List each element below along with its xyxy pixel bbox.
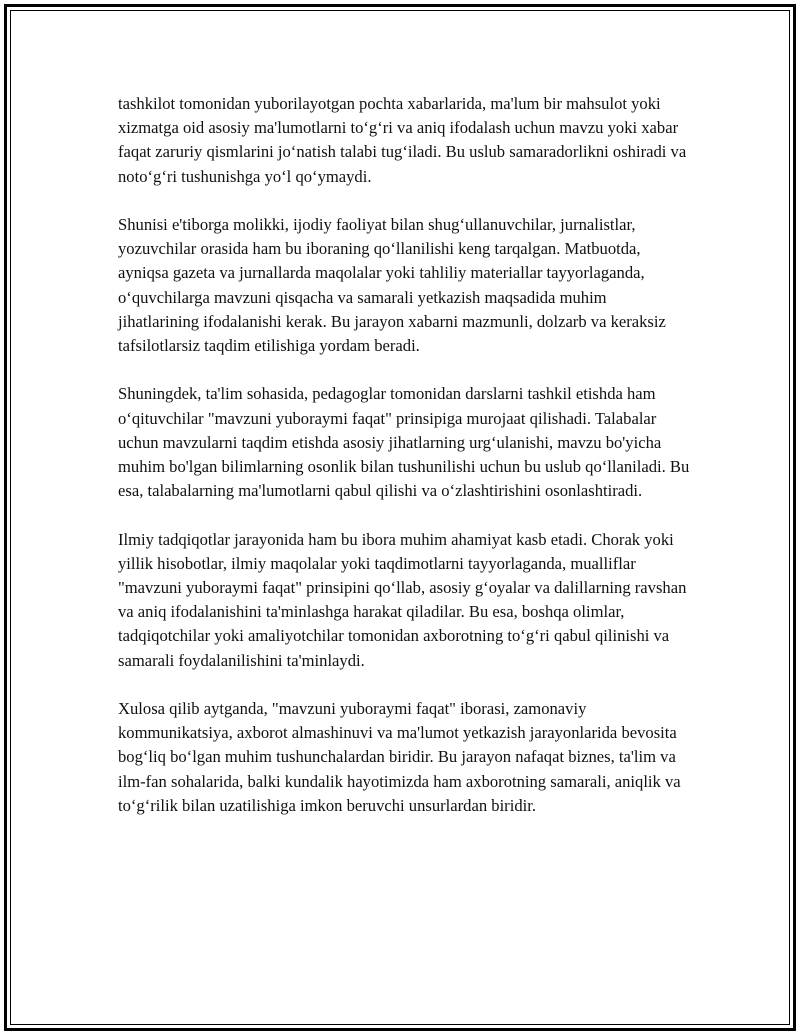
paragraph-4: Ilmiy tadqiqotlar jarayonida ham bu ibora muhim ahamiyat kasb etadi. Chorak yoki yillik hisobotlar, ilmiy maqolalar yoki taqdimotlarni tayyorlaganda, mualliflar "mavzuni yuboraymi faqat" prinsipini qo‘llab, asosiy g‘oyalar va dalillarning ravshan va aniq ifodalanishini ta'minlashga harakat qiladilar. Bu esa, boshqa olimlar, tadqiqotchilar yoki amaliyotchilar tomonidan axborotning to‘g‘ri qabul qilinishi va samarali foydalanilishini ta'minlaydi. [118,529,687,670]
document-body [118,92,690,842]
paragraph-5: Xulosa qilib aytganda, "mavzuni yuboraymi faqat" iborasi, zamonaviy kommunikatsiya, axborot almashinuvi va ma'lumot yetkazish jarayonlarida bevosita bog‘liq bo‘lgan muhim tushunchalardan biridir. Bu jarayon nafaqat biznes, ta'lim va ilm-fan sohalarida, balki kundalik hayotimizda ham axborotning samarali, aniqlik va to‘g‘rilik bilan uzatilishiga imkon beruvchi unsurlardan biridir. [118,699,681,815]
paragraph-1: tashkilot tomonidan yuborilayotgan pochta xabarlarida, ma'lum bir mahsulot yoki xizmatga oid asosiy ma'lumotlarni to‘g‘ri va aniq ifodalash uchun mavzu yoki xabar faqat zaruriy qismlarini jo‘natish talabi tug‘iladi. Bu uslub samaradorlikni oshiradi va noto‘g‘ri tushunishga yo‘l qo‘ymaydi. [118,94,687,186]
paragraph-3: Shuningdek, ta'lim sohasida, pedagoglar tomonidan darslarni tashkil etishda ham o‘qituvchilar "mavzuni yuboraymi faqat" prinsipiga murojaat qilishadi. Talabalar uchun mavzularni taqdim etishda asosiy jihatlarning urg‘ulanishi, mavzu bo'yicha muhim bo'lgan bilimlarning osonlik bilan tushunilishi uchun bu uslub qo‘llaniladi. Bu esa, talabalarning ma'lumotlarni qabul qilishi va o‘zlashtirishini osonlashtiradi. [118,384,690,501]
paragraph-2: Shunisi e'tiborga molikki, ijodiy faoliyat bilan shug‘ullanuvchilar, jurnalistlar, yozuvchilar orasida ham bu iboraning qo‘llanilishi keng tarqalgan. Matbuotda, ayniqsa gazeta va jurnallarda maqolalar yoki tahliliy materiallar tayyorlaganda, o‘quvchilarga mavzuni qisqacha va samarali yetkazish maqsadida muhim jihatlarining ifodalanishi kerak. Bu jarayon xabarni mazmunli, dolzarb va keraksiz tafsilotlarsiz taqdim etilishiga yordam beradi. [118,215,666,356]
